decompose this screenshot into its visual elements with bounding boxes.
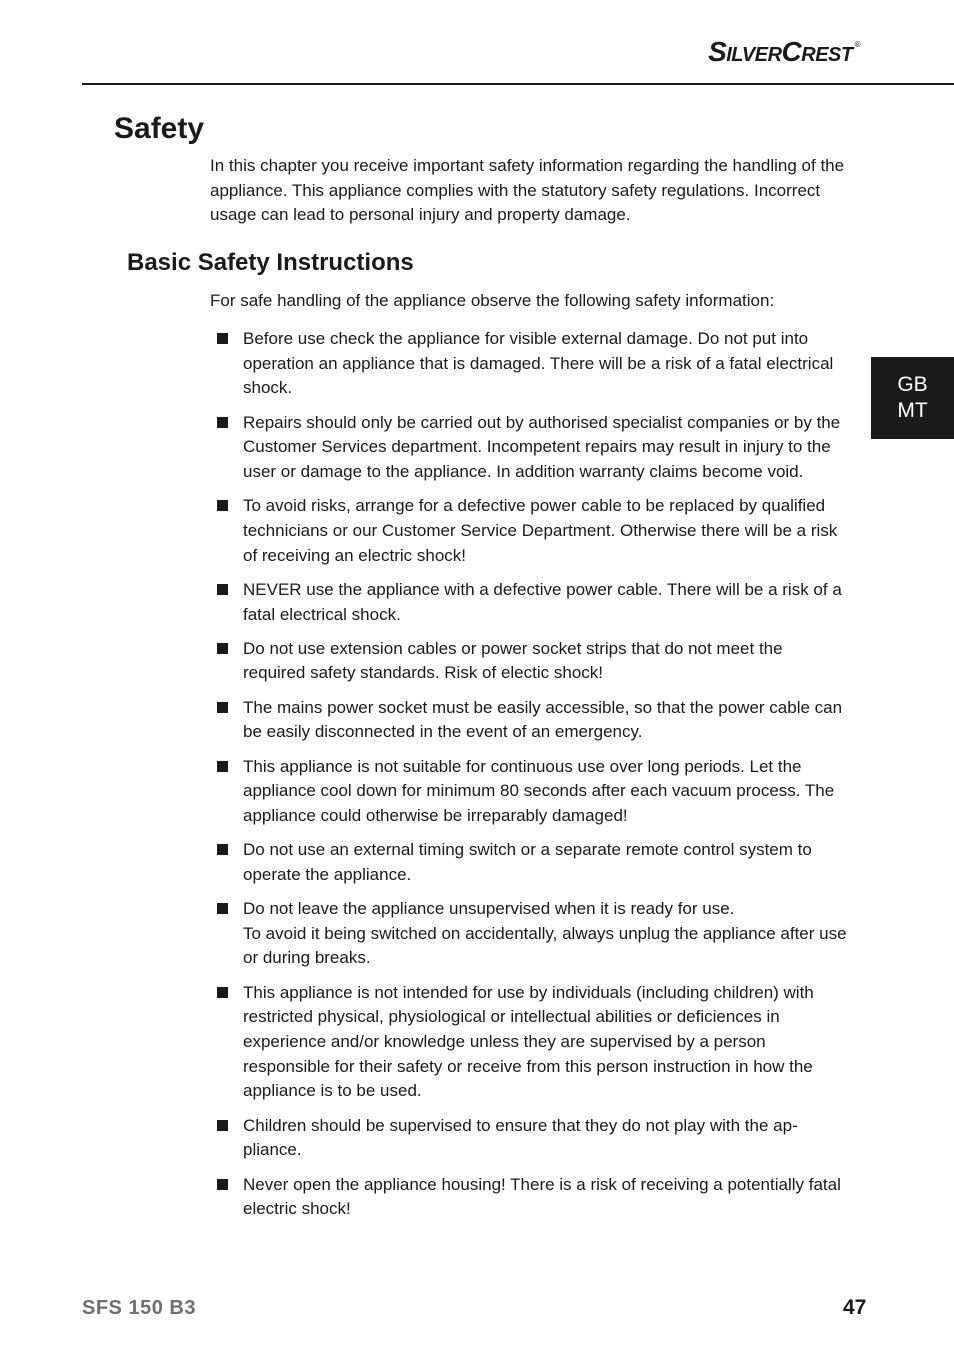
lead-paragraph: For safe handling of the appliance observe the following safety information: [210,291,775,310]
list-item-text: Do not use an external timing switch or a separate remote control system to operate the appliance. [243,840,812,884]
list-item [215,637,847,686]
list-item-text: Do not use extension cables or power socket strips that do not meet the required safety standards. Risk of electic shock! [243,638,783,683]
list-item-text: Children should be supervised to ensure that they do not play with the ap-pliance. [243,1115,798,1160]
list-item-text: This appliance is not suitable for continuous use over long periods. Let the appliance cool down for minimum 80 seconds after each vacuum process. The appliance could otherwise be irreparably damaged! [243,756,835,825]
bullet-square-icon [217,500,228,511]
list-item-text: NEVER use the appliance with a defective power cable. There will be a risk of a fatal electrical shock. [243,579,842,624]
logo-text: SilverCrest [708,36,853,67]
bullet-square-icon [217,1179,228,1190]
brand-logo [708,36,860,68]
list-item-text: To avoid risks, arrange for a defective power cable to be replaced by qualified technicians or our Customer Service Department. Otherwise there will be a risk of receiving an electric shock! [243,496,838,565]
list-item [215,696,847,745]
list-item [215,411,847,485]
intro-paragraph: In this chapter you receive important safety information regarding the handling of the appliance. This appliance complies with the statutory safety regulations. Incorrect usage can lead to personal injury and property damage. [210,156,845,224]
list-item [215,327,847,401]
list-item [215,897,847,971]
list-item [215,1114,847,1163]
bullet-square-icon [217,702,228,713]
bullet-square-icon [217,761,228,772]
bullet-square-icon [217,903,228,914]
list-item [215,578,847,627]
language-tab [871,357,954,439]
list-item-text: The mains power socket must be easily accessible, so that the power cable can be easily disconnected in the event of an emergency. [243,697,843,742]
list-item [215,1173,847,1222]
bullet-square-icon [217,1120,228,1131]
bullet-square-icon [217,987,228,998]
header-rule [82,83,954,85]
list-item [215,981,847,1105]
bullet-square-icon [217,584,228,595]
page-number: 47 [843,1296,867,1319]
model-number: SFS 150 B3 [82,1297,196,1319]
language-code-gb: GB [897,373,928,396]
bullet-square-icon [217,643,228,654]
language-code-mt: MT [897,399,928,422]
list-item [215,494,847,568]
list-item-text: Before use check the appliance for visible external damage. Do not put into operation an appliance that is damaged. There will be a risk of a fatal electrical shock. [243,329,834,398]
list-item-text: Do not leave the appliance unsupervised when it is ready for use. To avoid it being switched on accidentally, always unplug the appliance after use or during breaks. [243,899,847,968]
list-item-text: Never open the appliance housing! There is a risk of receiving a potentially fatal electric shock! [243,1174,841,1219]
bullet-square-icon [217,417,228,428]
safety-instruction-list [215,327,847,1232]
registered-mark: ® [854,40,860,49]
list-item-text: This appliance is not intended for use by individuals (including children) with restricted physical, physiological or intellectual abilities or deficiences in experience and/or knowledge unless they are supervised by a person responsible for their safety or receive from this person instruction in how the appliance is to be used. [243,982,814,1101]
bullet-square-icon [217,844,228,855]
section-title: Basic Safety Instructions [127,249,414,276]
list-item [215,838,847,887]
list-item-text: Repairs should only be carried out by authorised specialist companies or by the Customer Services department. Incompetent repairs may result in injury to the user or damage to the appliance. In addition warranty claims become void. [243,412,841,482]
bullet-square-icon [217,333,228,344]
list-item [215,755,847,829]
page-title: Safety [114,112,205,145]
